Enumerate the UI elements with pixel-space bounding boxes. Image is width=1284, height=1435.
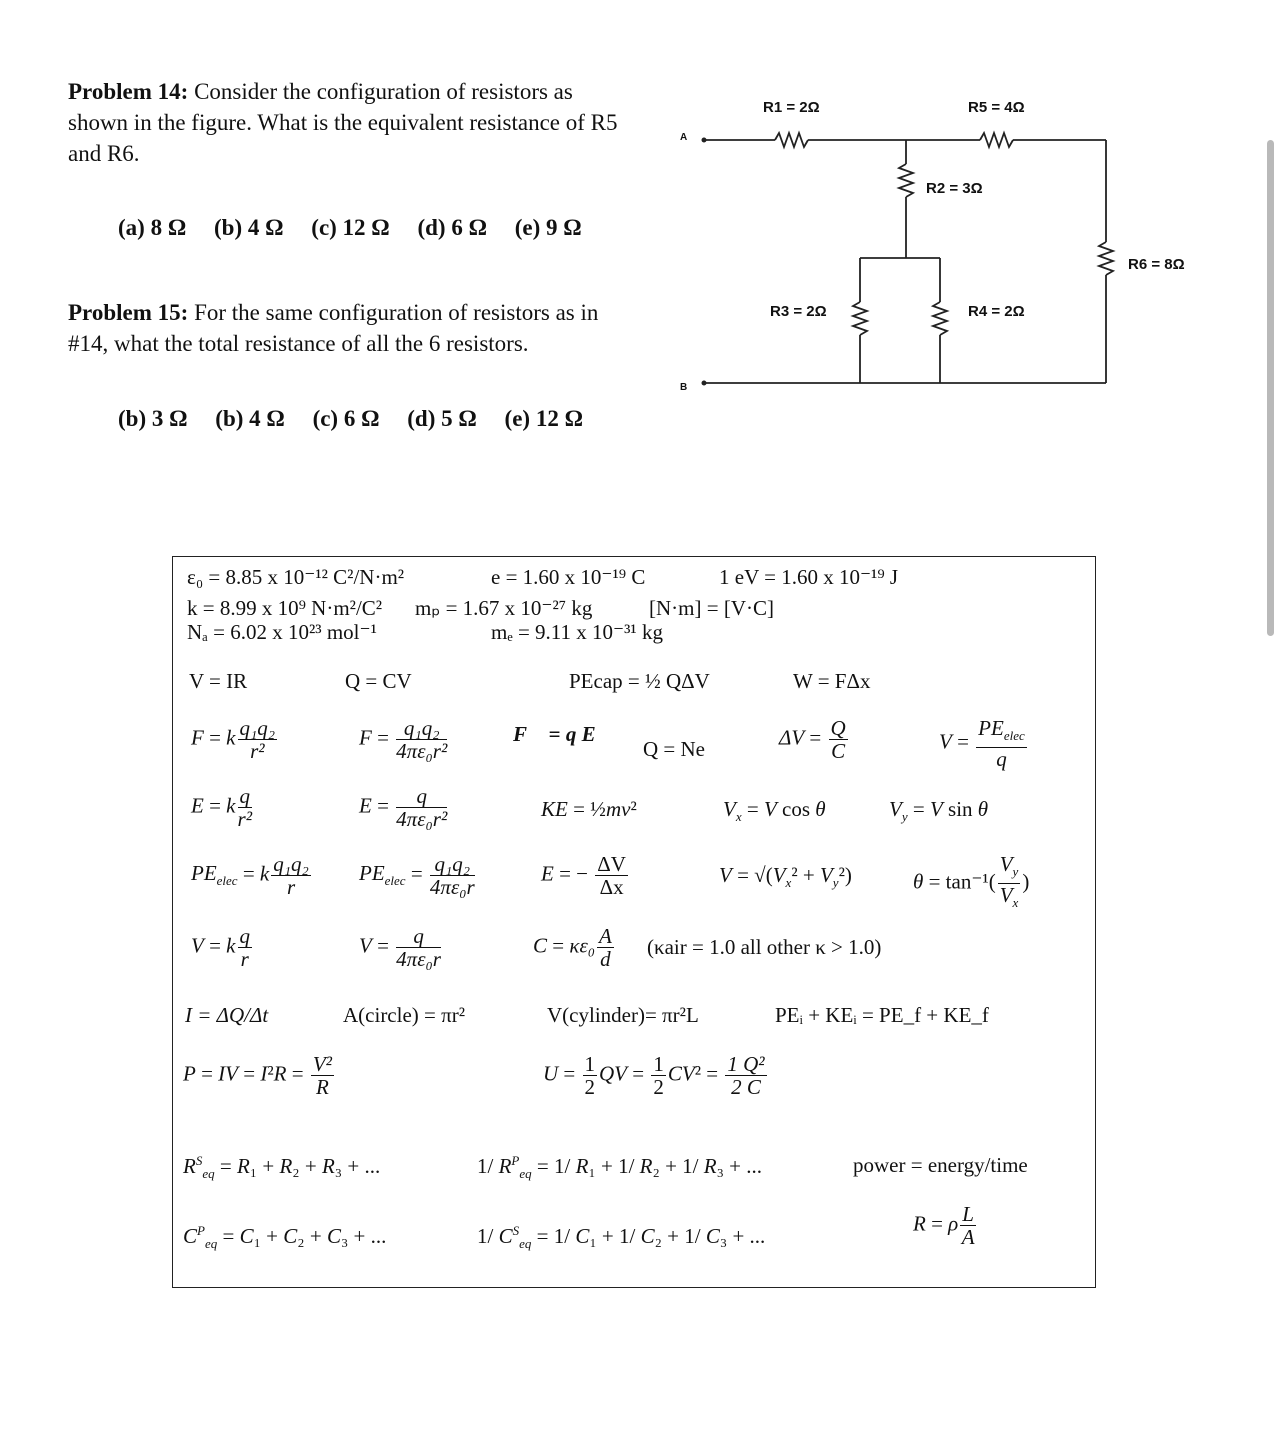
- capacitor-energy: U = $\frac{1}{2}$ QV = $\frac{1}{2}$ CV² = $\frac{\text{1 Q²}}{2 C}$: [543, 1052, 765, 1099]
- choice: (d) 6 Ω: [417, 215, 488, 240]
- resistor-r4: [933, 302, 947, 335]
- choice: (b) 4 Ω: [214, 215, 284, 240]
- resistor-r3: [853, 302, 867, 335]
- coulomb-force: F = k $\frac{\text{q₁q₂}}{\text{r²}}$: [191, 716, 276, 763]
- potential-eps: V = $\frac{q}{\text{4πε₀r}}$: [359, 924, 441, 971]
- series-resistance: $R^S_{eq} = R_1 + R_2 + R_3$ + ...: [183, 1153, 381, 1182]
- problem-15-text: For the same configuration of resistors as in #14, what the total resistance of all the 6 resistors.: [68, 300, 599, 356]
- avogadro: Nₐ = 6.02 x 10²³ mol⁻¹: [187, 620, 377, 644]
- node-b-dot: [702, 381, 707, 386]
- pe-elec-k: $PE_{elec} = k$ $\frac{\text{q₁q₂}}{r}$: [191, 852, 309, 899]
- ohms-law: V = IR: [189, 669, 248, 693]
- kinetic-energy: KE = ½mv²: [541, 797, 637, 821]
- choice: (d) 5 Ω: [407, 406, 477, 431]
- choice: (e) 9 Ω: [514, 215, 582, 240]
- problem-15-label: Problem 15:: [68, 300, 189, 325]
- angle-eq: θ = tan⁻¹( $\frac{V_y}{V_x}$ ): [913, 852, 1030, 911]
- choice: (b) 4 Ω: [215, 406, 285, 431]
- eps0-constant: ε₀ = 8.85 x 10⁻¹² C²/N·m²: [187, 565, 405, 589]
- power-eq: P = IV = I²R = $\frac{\text{V²}}{R}$: [183, 1052, 332, 1099]
- choice: (a) 8 Ω: [118, 215, 187, 240]
- proton-mass: mₚ = 1.67 x 10⁻²⁷ kg: [415, 596, 593, 620]
- node-b-label: B: [680, 382, 688, 393]
- node-a-dot: [702, 138, 707, 143]
- kappa-note: (κair = 1.0 all other κ > 1.0): [647, 935, 882, 959]
- vx-component: $V_x = V$ cos θ: [723, 797, 826, 825]
- electric-field-k: E = k $\frac{q}{\text{r²}}$: [191, 784, 252, 831]
- choice: (c) 12 Ω: [311, 215, 390, 240]
- energy-conservation: PEᵢ + KEᵢ = PE_f + KE_f: [775, 1003, 989, 1027]
- potential-from-pe: V = $\frac{PE_{elec}}{q}$: [939, 716, 1025, 772]
- choice: (b) 3 Ω: [118, 406, 188, 431]
- capacitance-eq: Q = CV: [345, 669, 412, 693]
- node-a-label: A: [680, 132, 688, 143]
- problem-15-choices: [118, 406, 605, 432]
- problem-14-choices: [118, 215, 604, 241]
- r4-label: R4 = 2Ω: [968, 303, 1025, 320]
- potential-k: V = k $\frac{q}{r}$: [191, 924, 250, 971]
- problem-14: [68, 76, 628, 169]
- charge-quantization: Q = Ne: [643, 737, 705, 761]
- resistor-r1: [775, 133, 808, 147]
- current-eq: I = ΔQ/Δt: [185, 1003, 269, 1027]
- vy-component: $V_y = V$ sin θ: [889, 797, 989, 825]
- series-capacitance: 1/ $C^S_{eq} = 1/$ C₁ + 1/ C₂ + 1/ C₃ + ...: [477, 1223, 766, 1252]
- r3-label: R3 = 2Ω: [770, 303, 827, 320]
- problem-15: [68, 297, 628, 359]
- formula-sheet: [172, 556, 1096, 1288]
- r5-label: R5 = 4Ω: [968, 99, 1025, 116]
- work-eq: W = FΔx: [793, 669, 871, 693]
- choice: (e) 12 Ω: [504, 406, 583, 431]
- potential-diff-cap: ΔV = $\frac{Q}{C}$: [779, 716, 846, 763]
- power-definition: power = energy/time: [853, 1153, 1028, 1177]
- electron-mass: mₑ = 9.11 x 10⁻³¹ kg: [491, 620, 663, 644]
- circle-area: A(circle) = πr²: [343, 1003, 466, 1027]
- r2-label: R2 = 3Ω: [926, 180, 983, 197]
- resistivity-eq: R = ρ $\frac{L}{A}$: [913, 1202, 975, 1249]
- r6-label: R6 = 8Ω: [1128, 256, 1185, 273]
- resistor-r2: [899, 164, 913, 197]
- cylinder-volume: V(cylinder)= πr²L: [547, 1003, 699, 1027]
- unit-equivalence: [N·m] = [V·C]: [649, 596, 774, 620]
- r1-label: R1 = 2Ω: [763, 99, 820, 116]
- parallel-capacitance: $C^P_{eq} = C_1 + C_2 + C_3$ + ...: [183, 1223, 387, 1252]
- electron-volt: 1 eV = 1.60 x 10⁻¹⁹ J: [719, 565, 899, 589]
- electric-field-eps: E = $\frac{q}{\text{4πε₀r²}}$: [359, 784, 448, 831]
- choice: (c) 6 Ω: [312, 406, 380, 431]
- circuit-diagram: [660, 80, 1220, 410]
- field-gradient: E = − $\frac{\Delta V}{\Delta x}$: [541, 852, 626, 899]
- electron-charge: e = 1.60 x 10⁻¹⁹ C: [491, 565, 646, 589]
- magnitude-eq: $V = √(V_x^2 + V_y^2)$: [719, 863, 852, 891]
- coulomb-force-eps: F = $\frac{\text{q₁q₂}}{\text{4πε₀r²}}$: [359, 716, 448, 763]
- problem-14-label: Problem 14:: [68, 79, 189, 104]
- pe-elec-eps: $PE_{elec}$ = $\frac{\text{q₁q₂}}{\text{4πε₀r}}$: [359, 852, 475, 899]
- resistor-r5: [980, 133, 1013, 147]
- parallel-plate-cap: C = κε₀ $\frac{A}{d}$: [533, 924, 612, 971]
- problem-14-text: Consider the configuration of resistors as shown in the figure. What is the equivalent resistance of R5 and R6.: [68, 79, 618, 166]
- coulomb-constant: k = 8.99 x 10⁹ N·m²/C²: [187, 596, 383, 620]
- pe-cap: PEcap = ½ QΔV: [569, 669, 710, 693]
- force-field: F⃗ = q E⃗: [513, 722, 612, 746]
- resistor-r6: [1099, 242, 1113, 275]
- scrollbar[interactable]: [1267, 140, 1274, 636]
- parallel-resistance: 1/ $R^P_{eq} = 1/$ R₁ + 1/ R₂ + 1/ R₃ + ...: [477, 1153, 762, 1182]
